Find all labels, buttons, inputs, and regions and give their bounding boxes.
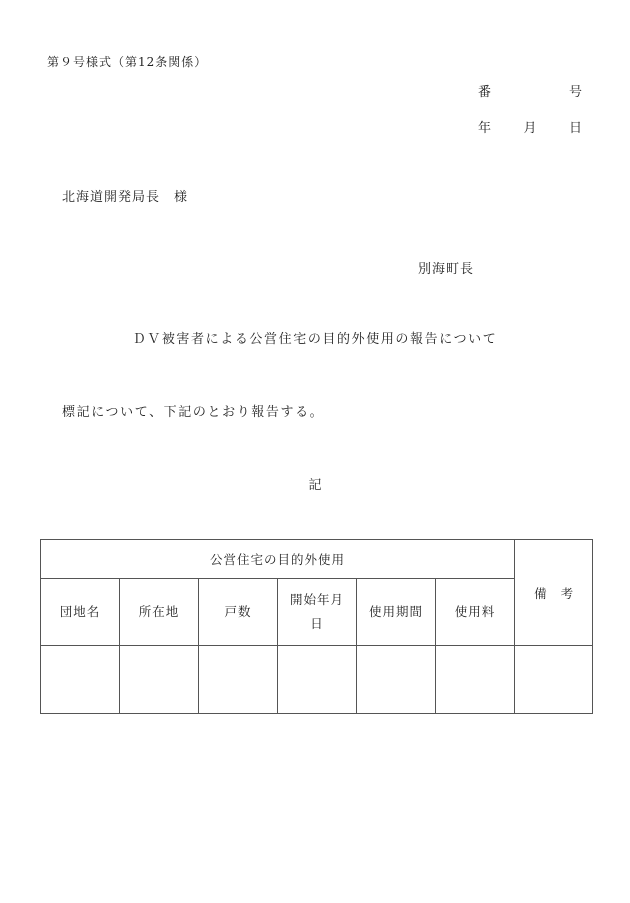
column-header-fee: 使用料 — [436, 579, 515, 646]
table-cell — [41, 646, 120, 714]
table-cell — [436, 646, 515, 714]
addressee — [62, 186, 188, 205]
column-header-period: 使用期間 — [357, 579, 436, 646]
table-cell — [515, 646, 593, 714]
date-day: 日 — [568, 121, 582, 136]
column-header-start-date: 開始年月日 — [278, 579, 357, 646]
table-cell — [120, 646, 199, 714]
column-header-danchi: 団地名 — [41, 579, 120, 646]
sender: 別海町長 — [418, 262, 475, 277]
date-month: 月 — [523, 121, 537, 136]
column-header-location: 所在地 — [120, 579, 199, 646]
number-prefix: 番 — [478, 85, 492, 100]
table-row — [41, 646, 593, 714]
document-title: ＤＶ被害者による公営住宅の目的外使用の報告について — [132, 332, 498, 347]
addressee-name: 北海道開発局長 — [62, 190, 161, 205]
column-header-units: 戸数 — [199, 579, 278, 646]
document-number-line — [478, 81, 582, 100]
date-line — [478, 117, 582, 136]
addressee-honorific: 様 — [174, 190, 189, 205]
report-table — [40, 539, 593, 714]
table-subheader-row — [41, 579, 593, 646]
body-text: 標記について、下記のとおり報告する。 — [62, 405, 325, 420]
table-header-row — [41, 540, 593, 579]
date-year: 年 — [478, 121, 492, 136]
table-cell — [278, 646, 357, 714]
ki-heading: 記 — [308, 478, 322, 493]
form-label: 第９号様式（第12条関係） — [47, 55, 208, 69]
table-cell — [357, 646, 436, 714]
number-suffix: 号 — [568, 85, 582, 100]
remarks-header: 備考 — [515, 540, 593, 646]
table-cell — [199, 646, 278, 714]
group-header: 公営住宅の目的外使用 — [41, 540, 515, 579]
